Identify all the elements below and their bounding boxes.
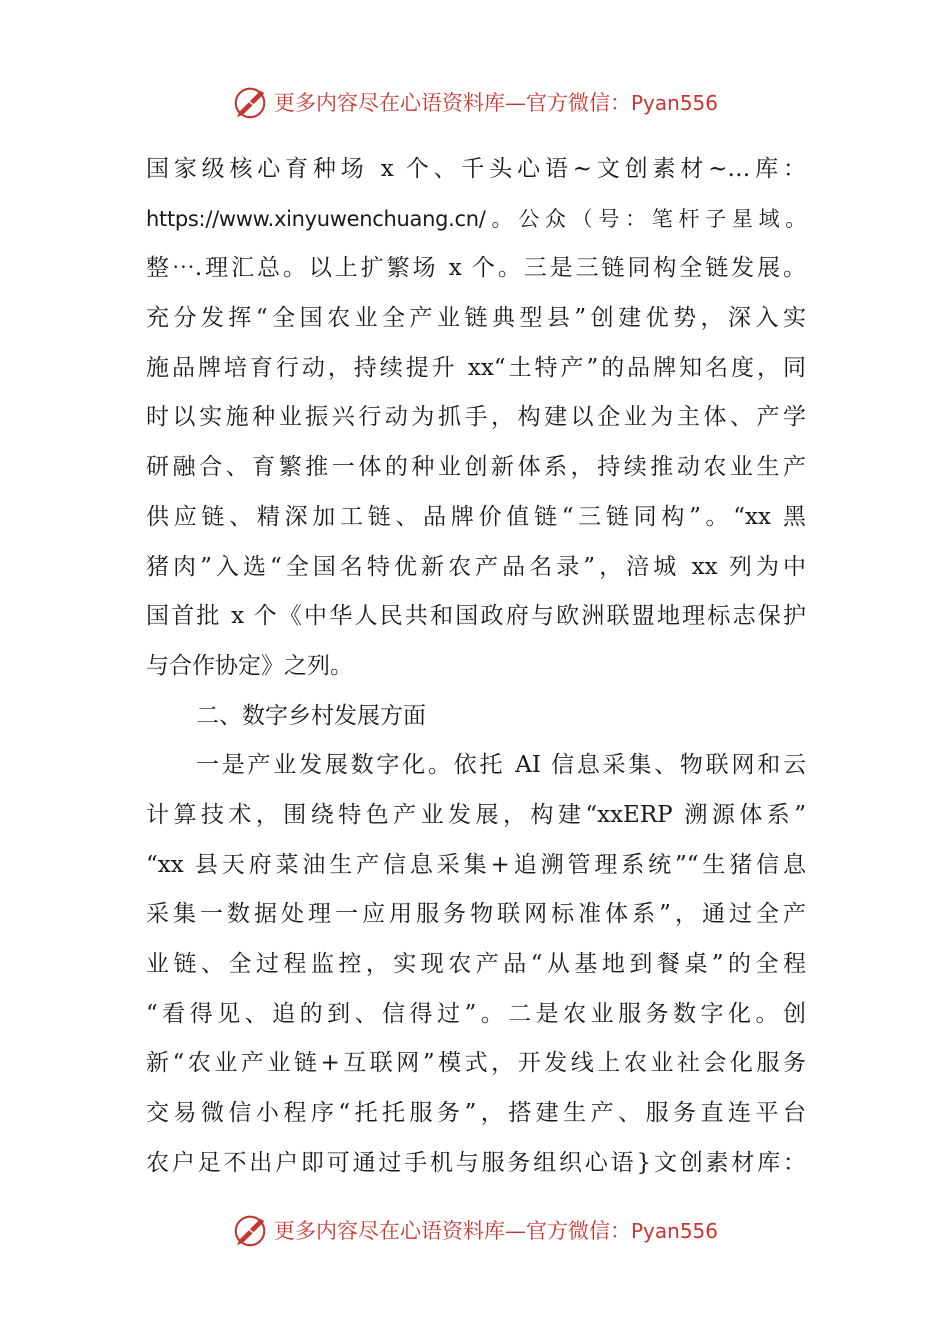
body-line: 国首批 x 个《中华人民共和国政府与欧洲联盟地理标志保护 <box>146 603 806 630</box>
body-line: 整⋯.理汇总。以上扩繁场 x 个。三是三链同构全链发展。 <box>146 255 806 282</box>
document-body <box>146 145 806 1188</box>
body-line: 农户足不出户即可通过手机与服务组织心语}文创素材库： <box>146 1149 806 1176</box>
brush-pen-logo-icon <box>232 1211 270 1249</box>
body-line: 猪肉”入选“全国名特优新农产品名录”，涪城 xx 列为中 <box>146 553 806 580</box>
body-line: 时以实施种业振兴行动为抓手，构建以企业为主体、产学 <box>146 404 806 431</box>
banner-wechat-id: Pyan556 <box>630 91 718 115</box>
body-line: 交易微信小程序“托托服务”，搭建生产、服务直连平台 <box>146 1100 806 1127</box>
banner-wechat-id: Pyan556 <box>630 1219 718 1243</box>
body-line: https://www.xinyuwenchuang.cn/。公众（号：笔杆子星域。 <box>146 206 806 231</box>
body-line: 新“农业产业链+互联网”模式，开发线上农业社会化服务 <box>146 1050 806 1077</box>
body-line: 一是产业发展数字化。依托 AI 信息采集、物联网和云 <box>196 752 806 779</box>
body-line: 施品牌培育行动，持续提升 xx“土特产”的品牌知名度，同 <box>146 354 806 381</box>
banner-main-text: 更多内容尽在心语资料库 <box>273 91 505 115</box>
body-line: 计算技术，围绕特色产业发展，构建“xxERP 溯源体系” <box>146 801 806 828</box>
body-line: 供应链、精深加工链、品牌价值链“三链同构”。“xx 黑 <box>146 503 806 530</box>
banner-text <box>274 1215 718 1245</box>
brush-pen-logo-icon <box>232 83 270 121</box>
banner-main-text: 更多内容尽在心语资料库 <box>273 1219 505 1243</box>
banner-official-label: 官方微信： <box>525 1219 631 1243</box>
body-line: 国家级核心育种场 x 个、千头心语~文创素材~…库： <box>146 156 806 182</box>
banner-text <box>274 87 718 117</box>
footer-banner <box>0 1208 950 1252</box>
banner-official-label: 官方微信： <box>525 91 631 115</box>
body-line: “看得见、追的到、信得过”。二是农业服务数字化。创 <box>146 1000 806 1027</box>
body-line: 研融合、育繁推一体的种业创新体系，持续推动农业生产 <box>146 454 806 481</box>
body-line: 采集一数据处理一应用服务物联网标准体系”，通过全产 <box>146 901 806 928</box>
body-line: “xx 县天府菜油生产信息采集+追溯管理系统”“生猪信息 <box>146 851 806 878</box>
banner-dash: — <box>504 1219 526 1243</box>
body-line: 与合作协定》之列。 <box>146 652 353 679</box>
banner-dash: — <box>504 91 526 115</box>
body-line: 充分发挥“全国农业全产业链典型县”创建优势，深入实 <box>146 305 806 332</box>
body-line: 业链、全过程监控，实现农产品“从基地到餐桌”的全程 <box>146 951 806 977</box>
header-banner <box>0 80 950 124</box>
section-heading: 二、数字乡村发展方面 <box>196 702 426 729</box>
